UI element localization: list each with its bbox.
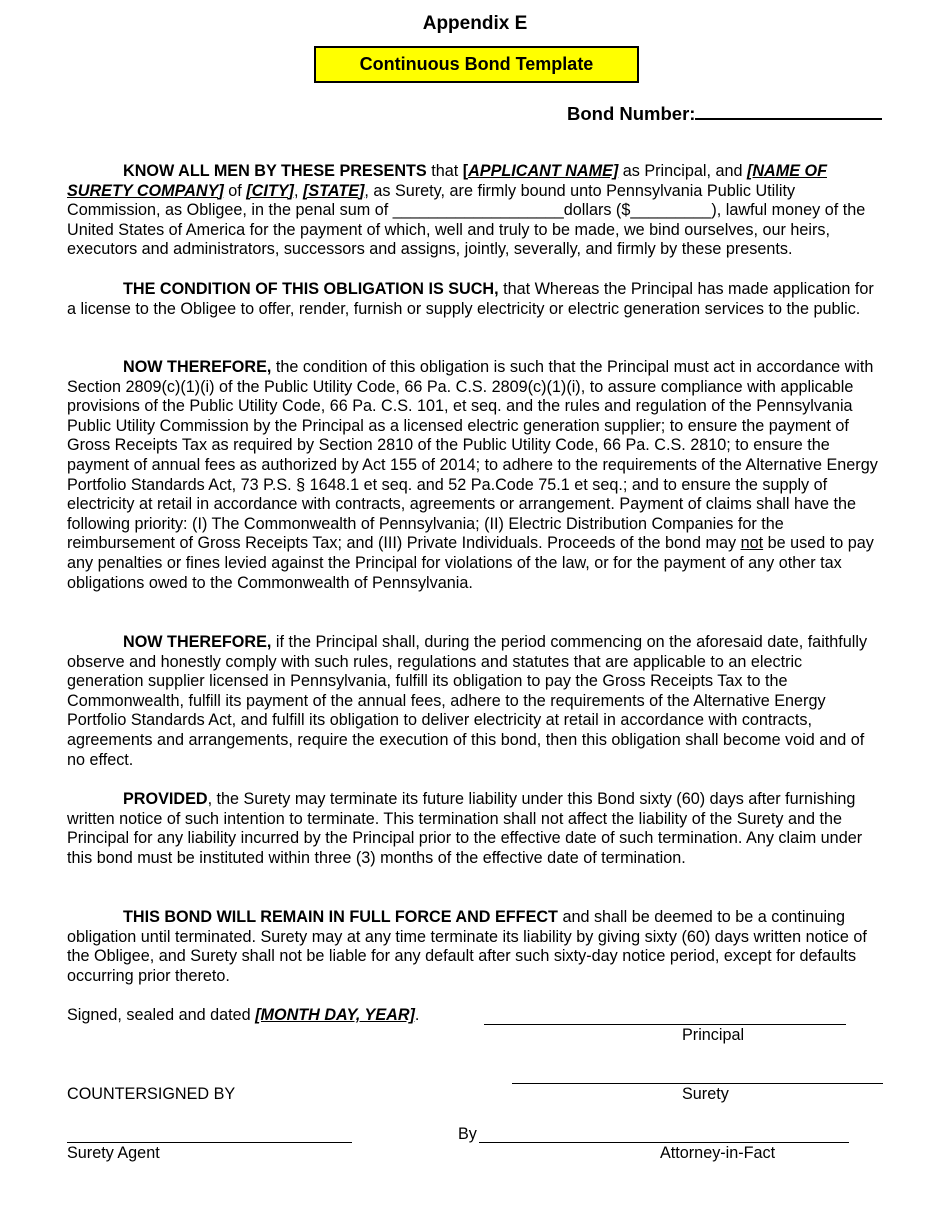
p4-lead: NOW THEREFORE, xyxy=(123,633,272,651)
document-title: Continuous Bond Template xyxy=(314,46,639,83)
city-placeholder: [CITY] xyxy=(246,181,294,200)
date-placeholder: [MONTH DAY, YEAR] xyxy=(255,1006,415,1024)
signed-period: . xyxy=(414,1006,420,1024)
by-label: By xyxy=(458,1125,477,1143)
p3-not-underlined: not xyxy=(740,534,764,553)
surety-label: Surety xyxy=(682,1085,729,1103)
p4-text: if the Principal shall, during the period commencing on the aforesaid date, faithfully observe and honestly comply with such rules, regulations and statutes that are applicable to an electric generation supplier licensed in Pennsylvania, fulfill its obligation to pay the Gross Receipts Tax to the Commonwealth, fulfill its payment of the annual fees, adhere to the requirements of the Alternative Energy Portfolio Standards Act, and fulfill its obligation to deliver electricity at retail in accordance with contracts, agreements and arrangements, require the execution of this bond, then this obligation shall become void and of no effect. xyxy=(67,633,868,769)
state-placeholder: [STATE] xyxy=(302,181,365,200)
p3-text-a: the condition of this obligation is such that the Principal must act in accordance with Section 2809(c)(1)(i) of the Public Utility Code, 66 Pa. C.S. 2809(c)(1)(i), to assure compliance with applicable provisions of the Public Utility Code, 66 Pa. C.S. 101, et seq. and the rules and regulation of the Pennsylvania Public Utility Commission by the Principal as a licensed electric generation supplier; to ensure the payment of Gross Receipts Tax as required by Section 2810 of the Public Utility Code, 66 Pa. C.S. 2810; to ensure the payment of annual fees as authorized by Act 155 of 2014; to adhere to the requirements of the Alternative Energy Portfolio Standards Act, 73 P.S. § 1648.1 et seq. and 52 Pa.Code 75.1 et seq.; and to ensure the supply of electricity at retail in accordance with contracts, agreements or arrangement. Payment of claims shall have the following priority: (I) The Commonwealth of Pennsylvania; (II) Electric Distribution Companies for the reimbursement of Gross Receipts Tax; and (III) Private Individuals. Proceeds of the bond may xyxy=(67,358,878,553)
p2-text: that Whereas the Principal has made application for a license to the Obligee to offer, render, furnish or supply electricity or electric generation services to the public. xyxy=(67,280,874,318)
bond-number-field xyxy=(567,100,882,125)
p6-text: and shall be deemed to be a continuing obligation until terminated. Surety may at any time terminate its liability by giving sixty (60) days written notice of the Obligee, and Surety shall not be liable for any default after such sixty-day notice period, except for defaults occurring prior thereto. xyxy=(67,908,867,985)
appendix-title: Appendix E xyxy=(422,13,528,34)
countersigned-by-label: COUNTERSIGNED BY xyxy=(67,1085,236,1103)
p2-lead: THE CONDITION OF THIS OBLIGATION IS SUCH, xyxy=(123,280,499,298)
p5-lead: PROVIDED xyxy=(123,790,208,808)
signed-sealed-dated xyxy=(67,1006,419,1026)
attorney-signature-line xyxy=(479,1142,849,1143)
principal-label: Principal xyxy=(682,1026,745,1044)
surety-agent-signature-line xyxy=(67,1142,352,1143)
p1-text-3: of xyxy=(223,181,247,200)
paragraph-now-therefore-2 xyxy=(67,633,883,770)
surety-signature-line xyxy=(512,1083,883,1084)
applicant-name-placeholder: APPLICANT NAME] xyxy=(468,162,619,180)
p1-lead: KNOW ALL MEN BY THESE PRESENTS xyxy=(123,162,427,180)
p1-comma: , xyxy=(293,181,303,200)
bond-number-label: Bond Number: xyxy=(567,103,696,124)
p5-text: , the Surety may terminate its future liability under this Bond sixty (60) days after furnishing written notice of such intention to terminate. This termination shall not affect the liability of the Surety and the Principal for any liability incurred by the Principal prior to the effective date of such termination. Any claim under this bond must be instituted within three (3) months of the effective date of termination. xyxy=(67,790,863,867)
attorney-in-fact-label: Attorney-in-Fact xyxy=(660,1144,776,1162)
principal-signature-line xyxy=(484,1024,846,1025)
p1-text-1: that xyxy=(426,162,463,180)
bond-number-blank-line xyxy=(695,100,882,120)
paragraph-provided xyxy=(67,790,883,868)
p1-bracket: [ xyxy=(462,162,469,180)
p1-text-4: , as Surety, are firmly bound unto Pennsylvania Public Utility Commission, as Obligee, in the penal sum of ___________________dollars ($_________), lawful money of the United States of America for the payment of which, well and truly to be made, we bind ourselves, our heirs, executors and administrators, successors and assigns, jointly, severally, and firmly by these presents. xyxy=(67,181,866,259)
p1-text-2: as Principal, and xyxy=(618,162,747,180)
signed-text: Signed, sealed and dated xyxy=(67,1006,256,1024)
paragraph-full-force xyxy=(67,908,883,986)
paragraph-condition xyxy=(67,280,883,319)
p6-lead: THIS BOND WILL REMAIN IN FULL FORCE AND EFFECT xyxy=(123,908,558,926)
surety-company-placeholder: [NAME OF SURETY COMPANY] xyxy=(67,162,827,200)
paragraph-know-all-men xyxy=(67,162,883,260)
p3-text-b: be used to pay any penalties or fines levied against the Principal for violations of the law, or for the payment of any other tax obligations owed to the Commonwealth of Pennsylvania. xyxy=(67,534,874,592)
paragraph-now-therefore-1 xyxy=(67,358,883,593)
p3-lead: NOW THEREFORE, xyxy=(123,358,272,376)
surety-agent-label: Surety Agent xyxy=(67,1144,160,1162)
